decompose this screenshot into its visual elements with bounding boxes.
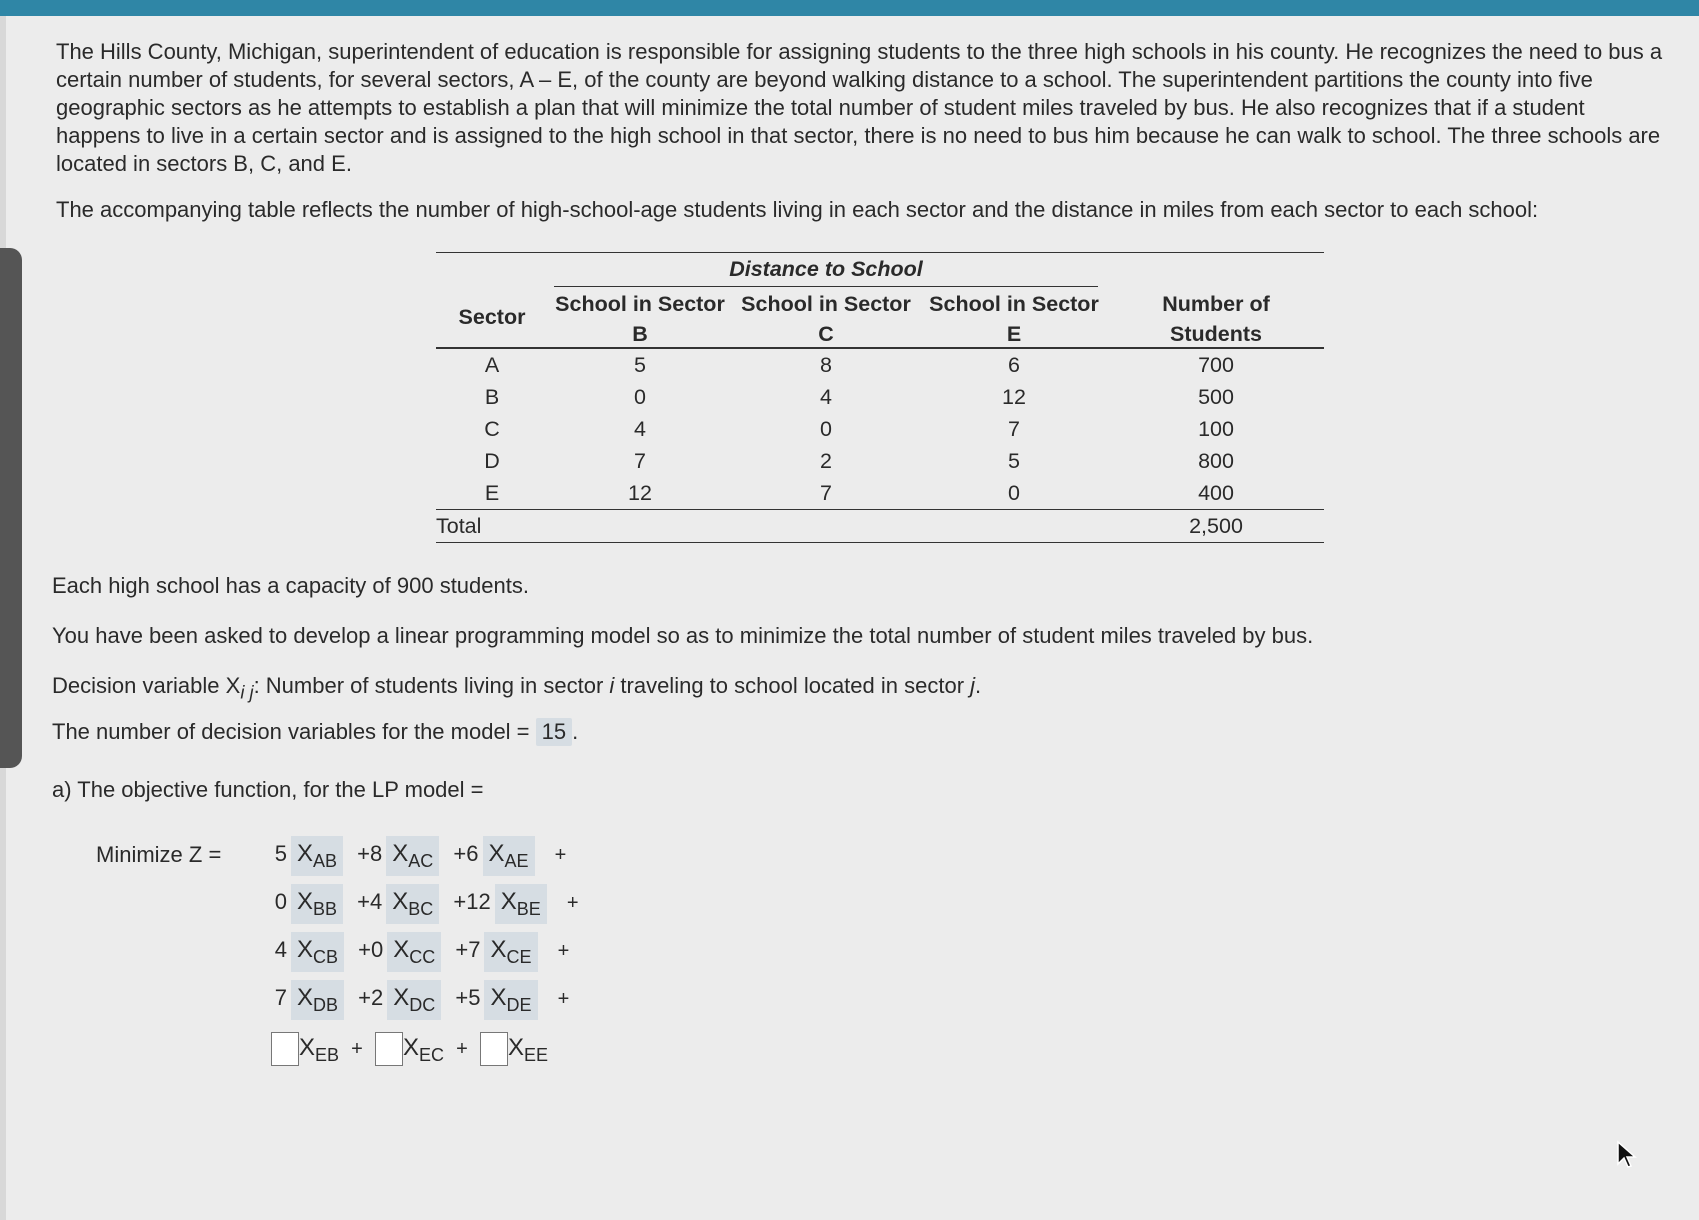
objective-row-blank: $X_{EB} + X_{EC} + X_{EE}$ [271, 1032, 548, 1078]
header-school-e-line2: E [920, 317, 1108, 348]
cell-dist-c: 2 [820, 448, 832, 473]
total-row [436, 510, 1324, 543]
term-ae: +6 $X_{AE}$ [453, 836, 534, 876]
distance-group-header: Distance to School [548, 253, 1108, 287]
cell-dist-b: 12 [628, 480, 652, 505]
term-dc: +2 $X_{DC}$ [358, 980, 441, 1020]
scrollbar-thumb[interactable] [0, 248, 22, 768]
var-answer[interactable]: $X_{BC}$ [386, 884, 439, 924]
var-answer[interactable]: $X_{BE}$ [495, 884, 547, 924]
table-row [436, 445, 1324, 477]
table-row [436, 477, 1324, 510]
var-answer[interactable]: $X_{CB}$ [291, 932, 344, 972]
var-answer[interactable]: $X_{AE}$ [483, 836, 535, 876]
objective-row: 7 $X_{DB} +2$ $X_{DC} +5$ $X_{DE}$ + [271, 980, 575, 1026]
cell-students: 800 [1198, 448, 1234, 473]
cell-dist-b: 5 [634, 352, 646, 377]
objective-row: 4 $X_{CB} +0$ $X_{CC} +7$ $X_{CE}$ + [271, 932, 575, 978]
term-ac: +8 $X_{AC}$ [357, 836, 439, 876]
distance-table [436, 252, 1324, 543]
cell-students: 700 [1198, 352, 1234, 377]
var-answer[interactable]: $X_{CE}$ [484, 932, 537, 972]
problem-statement [56, 38, 1676, 224]
header-school-e-line1: School in Sector [929, 292, 1099, 316]
cell-dist-e: 0 [1008, 480, 1020, 505]
cell-students: 500 [1198, 384, 1234, 409]
objective-row: 0 $X_{BB} +4$ $X_{BC} +12$ $X_{BE}$ + [271, 884, 585, 930]
cell-dist-e: 7 [1008, 416, 1020, 441]
cell-sector: D [484, 448, 500, 473]
top-bar [0, 0, 1699, 16]
cell-students: 100 [1198, 416, 1234, 441]
cell-sector: A [484, 352, 500, 377]
cell-sector: E [484, 480, 500, 505]
cell-sector: B [484, 384, 500, 409]
cell-dist-e: 12 [1002, 384, 1026, 409]
term-cc: +0 $X_{CC}$ [358, 932, 441, 972]
header-students-line2: Students [1108, 317, 1324, 348]
part-a-label: a) The objective function, for the LP model = [52, 777, 484, 803]
mouse-cursor-icon [1616, 1140, 1638, 1170]
cell-dist-c: 4 [820, 384, 832, 409]
term-ce: +7 $X_{CE}$ [455, 932, 537, 972]
capacity-text: Each high school has a capacity of 900 students. [52, 573, 529, 598]
table-intro: The accompanying table reflects the number of high-school-age students living in each sector and the distance in miles from each sector to each school: [56, 197, 1539, 222]
cell-dist-b: 4 [634, 416, 646, 441]
coef-input-ec[interactable] [375, 1032, 403, 1066]
cell-dist-b: 7 [634, 448, 646, 473]
var-answer[interactable]: $X_{CC}$ [387, 932, 441, 972]
minimize-label: Minimize Z = [96, 842, 222, 867]
term-ab: 5 $X_{AB}$ [271, 836, 343, 876]
var-answer[interactable]: $X_{DB}$ [291, 980, 344, 1020]
question-section [52, 572, 1652, 804]
decision-variable-text: Decision variable $X_{i j}$: Number of students living in sector i traveling to school located in sector j. [52, 673, 982, 703]
header-school-c-line1: School in Sector [741, 292, 911, 316]
coef-input-eb[interactable] [271, 1032, 299, 1066]
header-school-c-line2: C [732, 317, 920, 348]
task-text: You have been asked to develop a linear programming model so as to minimize the total number of student miles traveled by bus. [52, 623, 1314, 648]
header-sector: Sector [436, 287, 548, 348]
num-vars-answer[interactable]: 15 [536, 718, 572, 746]
var-answer[interactable]: $X_{BB}$ [291, 884, 343, 924]
term-cb: 4 $X_{CB}$ [271, 932, 344, 972]
header-school-b-line2: B [548, 317, 732, 348]
cell-students: 400 [1198, 480, 1234, 505]
var-answer[interactable]: $X_{DC}$ [387, 980, 441, 1020]
var-answer[interactable]: $X_{DE}$ [484, 980, 537, 1020]
cell-dist-c: 8 [820, 352, 832, 377]
objective-row: 5 $X_{AB} +8$ $X_{AC} +6$ $X_{AE}$ + [271, 836, 572, 882]
term-bb: 0 $X_{BB}$ [271, 884, 343, 924]
cell-dist-c: 7 [820, 480, 832, 505]
term-be: +12 $X_{BE}$ [453, 884, 546, 924]
coef-input-ee[interactable] [480, 1032, 508, 1066]
var-answer[interactable]: $X_{AC}$ [386, 836, 439, 876]
var-answer[interactable]: $X_{AB}$ [291, 836, 343, 876]
total-value: 2,500 [1108, 510, 1324, 543]
cell-sector: C [484, 416, 500, 441]
cell-dist-e: 6 [1008, 352, 1020, 377]
term-de: +5 $X_{DE}$ [455, 980, 537, 1020]
cell-dist-c: 0 [820, 416, 832, 441]
table-row [436, 348, 1324, 381]
term-bc: +4 $X_{BC}$ [357, 884, 439, 924]
header-school-b-line1: School in Sector [555, 292, 725, 316]
num-vars-line: The number of decision variables for the model = 15 . [52, 719, 579, 745]
cell-dist-e: 5 [1008, 448, 1020, 473]
table-row [436, 381, 1324, 413]
term-db: 7 $X_{DB}$ [271, 980, 344, 1020]
intro-paragraph: The Hills County, Michigan, superintendent of education is responsible for assigning students to the three high schools in his county. He recognizes the need to bus a certain number of students, for several sectors, A – E, of the county are beyond walking distance to a school. The superintendent partitions the county into five geographic sectors as he attempts to establish a plan that will minimize the total number of student miles traveled by bus. He also recognizes that if a student happens to live in a certain sector and is assigned to the high school in that sector, there is no need to bus him because he can walk to school. The three schools are located in sectors B, C, and E. [56, 39, 1663, 176]
total-label: Total [436, 510, 548, 543]
header-students-line1: Number of [1162, 292, 1270, 316]
cell-dist-b: 0 [634, 384, 646, 409]
table-row [436, 413, 1324, 445]
